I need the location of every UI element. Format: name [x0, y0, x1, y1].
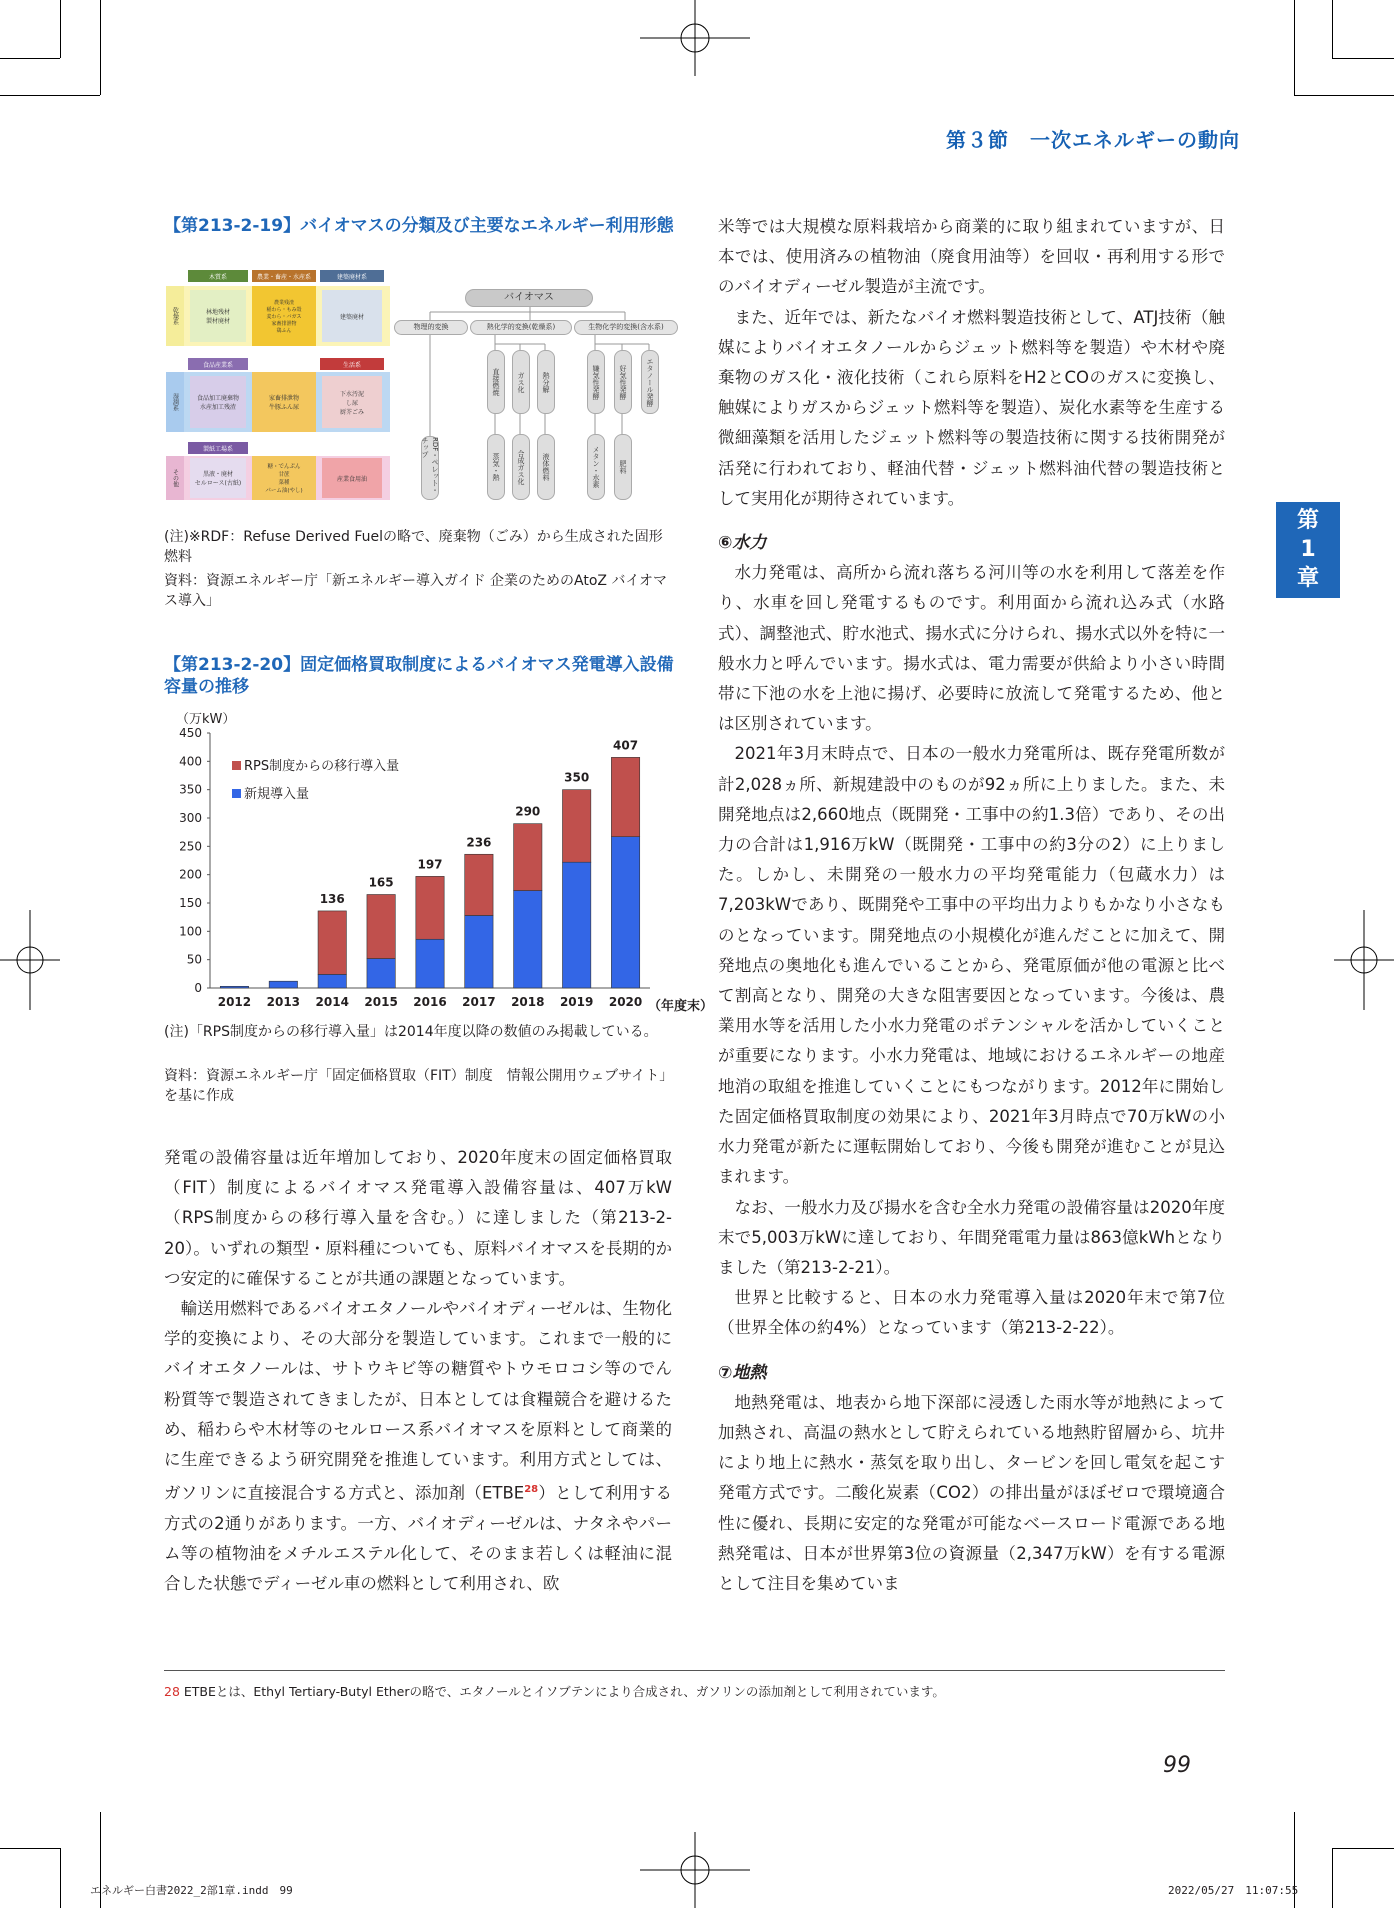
matrix-cell-other-agri: 糖・でんぷん 甘蔗 菜種 パーム油(やし)	[252, 456, 316, 500]
chart-total-label: 165	[368, 875, 394, 890]
crop-mark	[60, 0, 61, 58]
chart-bar-new-2019	[562, 862, 590, 988]
chart-x-tick-label: 2013	[266, 995, 301, 1009]
chart-bar-new-2020	[611, 837, 639, 988]
right-paragraph-4: 2021年3月末時点で、日本の一般水力発電所は、既存発電所数が計2,028ヵ所、新規建設中のものが92ヵ所に上りました。また、未開発地点は2,660地点（既開発・工事中の約1.3倍）であり、その出力の合計は1,916万kW（既開発・工事中の約3分の2）に上りました。しかし、未開発の一般水力の平均発電能力（包蔵水力）は7,203kWであり、既開発や工事中の平均出力よりもかなり小さなものとなっています。開発地点の小規模化が進んだことに加えて、開発地点の奥地化も進んでいることから、発電原価が他の電源と比べて割高となり、開発の大きな阻害要因となっています。今後は、農業用水等を活用した小水力発電のポテンシャルを活かしていくことが重要になります。小水力発電は、地域におけるエネルギーの地産地消の取組を推進していくことにもつながります。2012年に開始した固定価格買取制度の効果により、2021年3月時点で70万kWの小水力発電が新たに運転開始しており、今後も開発が進むことが見込まれます。	[718, 744, 1225, 1187]
left-paragraph-2-text: 輸送用燃料であるバイオエタノールやバイオディーゼルは、生物化学的変換により、その大部分を製造しています。これまで一般的にバイオエタノールは、サトウキビ等の糖質やトウモロコシ等のでん粉質等で製造されてきましたが、日本としては食糧競合を避けるため、稲わらや木材等のセルロース系バイオマスを原料として商業的に生産できるよう研究開発を推進しています。利用方式としては、ガソリンに直接混合する方式と、添加剤（ETBE	[164, 1299, 672, 1503]
chart-x-axis-label: （年度末）	[648, 999, 714, 1014]
chart-y-tick-label: 400	[179, 754, 202, 769]
registration-mark-left	[0, 910, 60, 1010]
chart-x-tick-label: 2020	[608, 995, 643, 1009]
biomass-matrix	[166, 268, 392, 500]
chart-x-tick-label: 2019	[559, 995, 594, 1009]
capacity-chart	[160, 708, 714, 1018]
matrix-col-woody: 木質系	[188, 270, 248, 282]
chart-bar-rps-2016	[416, 876, 444, 939]
crop-mark	[0, 95, 100, 96]
chart-bar-rps-2014	[318, 911, 346, 974]
flow-leaf-pyro: 熱分解	[537, 350, 555, 414]
chart-x-tick-label: 2014	[315, 995, 349, 1009]
flow-leaf-rdf: RDF・ペレット・チップ	[421, 436, 439, 500]
chart-bar-new-2017	[465, 915, 493, 988]
left-column-text	[164, 1143, 672, 1600]
footnote-text: ETBEとは、Ethyl Tertiary-Butyl Etherの略で、エタノールとイソブテンにより合成され、ガソリンの添加剤として利用されています。	[179, 1684, 945, 1699]
page-number: 99	[1163, 1753, 1191, 1778]
footnote-ref-28[interactable]: 28	[524, 1484, 539, 1496]
crop-mark	[0, 58, 60, 59]
chart-bar-new-2018	[514, 891, 542, 988]
figure-19-source: 資料：資源エネルギー庁「新エネルギー導入ガイド 企業のためのAtoZ バイオマス導入」	[164, 573, 668, 609]
flow-root: バイオマス	[465, 289, 593, 307]
crop-mark	[1332, 1848, 1333, 1908]
chart-total-label: 407	[613, 738, 639, 753]
chart-total-label: 350	[564, 770, 590, 785]
chart-legend-swatch	[232, 761, 241, 770]
footnote-number: 28	[164, 1684, 180, 1699]
chart-y-tick-label: 150	[179, 896, 202, 910]
chart-bar-rps-2020	[611, 757, 639, 836]
matrix-cell-wet-agri: 家畜排泄物 牛豚ふん尿	[252, 372, 316, 432]
crop-mark	[1332, 0, 1333, 58]
figure-20-note: (注)「RPS制度からの移行導入量」は2014年度以降の数値のみ掲載している。	[164, 1024, 658, 1040]
matrix-cell-wet-living: 下水汚泥 し尿 厨芥ごみ	[322, 376, 382, 428]
right-column-text	[718, 212, 1225, 1599]
chart-y-tick-label: 450	[179, 726, 202, 740]
flow-branch-bio: 生物化学的変換(含水系)	[574, 320, 678, 335]
chart-bar-rps-2019	[562, 790, 590, 863]
chart-y-tick-label: 200	[179, 867, 202, 882]
chapter-tab: 第 1 章	[1276, 502, 1340, 598]
chart-bar-rps-2018	[514, 824, 542, 891]
hydro-heading: ⑥水力	[718, 533, 767, 554]
chart-bar-new-2014	[318, 974, 346, 988]
chart-x-tick-label: 2017	[462, 995, 496, 1009]
flow-leaf-ferment: 嫌気性発酵	[587, 350, 605, 414]
chart-total-label: 197	[417, 857, 443, 872]
matrix-cell-dry-building: 建築廃材	[322, 290, 382, 342]
matrix-cell-wet-food: 食品加工廃棄物 水産加工残渣	[190, 376, 246, 428]
flow-leaf-ethanol: エタノール発酵	[641, 350, 659, 414]
matrix-col-agri: 農業・畜産・水産系	[252, 270, 316, 282]
crop-mark	[1332, 58, 1394, 59]
chart-x-tick-label: 2015	[364, 995, 398, 1009]
right-paragraph-5: なお、一般水力及び揚水を含む全水力発電の設備容量は2020年度末で5,003万kWに達しており、年間発電電力量は863億kWhとなりました（第213-2-21）。	[718, 1197, 1225, 1277]
chart-y-tick-label: 300	[179, 811, 202, 825]
section-header: 第３節 一次エネルギーの動向	[946, 128, 1240, 152]
left-paragraph-2	[164, 1294, 672, 1600]
chart-legend-label: RPS制度からの移行導入量	[244, 759, 400, 774]
flow-out-syngas: 合成ガス化	[512, 434, 530, 500]
left-paragraph-1: 発電の設備容量は近年増加しており、2020年度末の固定価格買取（FIT）制度によるバイオマス発電導入設備容量は、407万kW（RPS制度からの移行導入量を含む。）に達しました（第213-2-20）。いずれの類型・原料種についても、原料バイオマスを長期的かつ安定的に確保することが共通の課題となっています。	[164, 1148, 672, 1288]
chart-y-tick-label: 100	[179, 924, 202, 939]
flow-leaf-gasify: ガス化	[512, 350, 530, 414]
crop-mark	[1332, 1848, 1394, 1849]
slug-file: エネルギー白書2022_2部1章.indd 99	[90, 1884, 293, 1897]
right-paragraph-7: 地熱発電は、地表から地下深部に浸透した雨水等が地熱によって加熱され、高温の熱水として貯えられている地熱貯留層から、坑井により地上に熱水・蒸気を取り出し、タービンを回し電気を起こす発電方式です。二酸化炭素（CO2）の排出量がほぼゼロで環境適合性に優れ、長期に安定的な発電が可能なベースロード電源である地熱発電は、日本が世界第3位の資源量（2,347万kW）を有する電源として注目を集めていま	[718, 1392, 1225, 1593]
chart-total-label: 236	[466, 835, 492, 850]
matrix-col-building: 建築廃材系	[320, 270, 384, 282]
chart-x-tick-label: 2012	[217, 995, 252, 1009]
left-paragraph-2-cont: ）として利用する方式の2通りがあります。一方、バイオディーゼルは、ナタネやパーム等の植物油をメチルエステル化して、そのまま若しくは軽油に混合した状態でディーゼル車の燃料として利用され、欧	[164, 1483, 672, 1594]
chart-y-tick-label: 0	[194, 981, 202, 995]
matrix-col-paper: 製紙工場系	[188, 442, 248, 454]
flow-out-methane: メタン・水素	[587, 434, 605, 500]
chart-legend-label: 新規導入量	[244, 787, 310, 802]
chart-bar-new-2016	[416, 939, 444, 988]
right-paragraph-6: 世界と比較すると、日本の水力発電導入量は2020年末で第7位（世界全体の約4%）となっています（第213-2-22）。	[718, 1288, 1225, 1338]
crop-mark	[100, 0, 101, 95]
flow-branch-thermo: 熱化学的変換(乾燥系)	[470, 320, 572, 335]
crop-mark	[0, 1848, 60, 1849]
figure-19-title: 【第213-2-19】バイオマスの分類及び主要なエネルギー利用形態	[164, 216, 674, 236]
chart-total-label: 290	[515, 804, 541, 819]
flow-out-steam: 蒸気・熱	[487, 434, 505, 500]
chart-legend-swatch	[232, 789, 241, 798]
flow-branch-physical: 物理的変換	[394, 320, 468, 335]
crop-mark	[1294, 0, 1295, 95]
chart-total-label: 136	[319, 891, 345, 906]
flow-out-liquid: 液体燃料	[537, 434, 555, 500]
flow-out-fert: 肥料	[614, 434, 632, 500]
footnote	[164, 1682, 1224, 1700]
flow-leaf-ferment2: 好気性発酵	[614, 350, 632, 414]
registration-mark-top	[640, 0, 750, 76]
chart-bar-rps-2015	[367, 895, 395, 959]
slug-date: 2022/05/27 11:07:55	[1168, 1884, 1299, 1897]
chart-y-tick-label: 250	[179, 839, 202, 854]
flow-leaf-direct: 直接燃焼	[487, 350, 505, 414]
chart-y-tick-label: 350	[179, 782, 202, 797]
chart-bar-new-2015	[367, 959, 395, 988]
matrix-col-living: 生活系	[320, 358, 384, 370]
chart-y-axis-label: （万kW）	[176, 712, 236, 727]
footnote-rule	[164, 1670, 1225, 1671]
chart-x-tick-label: 2018	[511, 995, 545, 1009]
chart-x-tick-label: 2016	[413, 995, 447, 1009]
chart-bar-rps-2017	[465, 854, 493, 915]
matrix-cell-other-paper: 黒液・廃材 セルロース(古紙)	[190, 458, 246, 498]
matrix-cell-other-living: 産業食用油	[322, 458, 382, 498]
matrix-col-food: 食品産業系	[188, 358, 248, 370]
registration-mark-right	[1334, 910, 1394, 1010]
crop-mark	[60, 1848, 61, 1908]
chart-bar-new-2013	[269, 981, 297, 988]
matrix-row-wet: 湿潤系	[166, 372, 184, 432]
right-paragraph-3: 水力発電は、高所から流れ落ちる河川等の水を利用して落差を作り、水車を回し発電するものです。利用面から流れ込み式（水路式）、調整池式、貯水池式、揚水式に分けられ、揚水式以外を特に一般水力と呼んでいます。揚水式は、電力需要が供給より小さい時間帯に下池の水を上池に揚げ、必要時に放流して発電するため、他とは区別されています。	[718, 563, 1225, 734]
right-paragraph-1: 米等では大規模な原料栽培から商業的に取り組まれていますが、日本では、使用済みの植物油（廃食用油等）を回収・再利用する形でのバイオディーゼル製造が主流です。	[718, 217, 1225, 297]
figure-20-source: 資料：資源エネルギー庁「固定価格買取（FIT）制度 情報公開用ウェブサイト」を基に作成	[164, 1068, 667, 1104]
registration-mark-bottom	[640, 1832, 750, 1908]
chart-y-tick-label: 50	[186, 952, 202, 967]
figure-20-title: 【第213-2-20】固定価格買取制度によるバイオマス発電導入設備容量の推移	[164, 655, 674, 697]
figure-19-note: (注)※RDF：Refuse Derived Fuelの略で、廃棄物（ごみ）から生成された固形燃料	[164, 529, 663, 565]
geothermal-heading: ⑦地熱	[718, 1362, 767, 1383]
right-paragraph-2: また、近年では、新たなバイオ燃料製造技術として、ATJ技術（触媒によりバイオエタノールからジェット燃料等を製造）や木材や廃棄物のガス化・液化技術（これら原料をH2とCOのガスに変換し、触媒によりガスからジェット燃料等を製造）、炭化水素等を生産する微細藻類を活用したジェット燃料等の製造技術に関する技術開発が活発に行われており、軽油代替・ジェット燃料油代替の製造技術として実用化が期待されています。	[718, 307, 1225, 508]
chart-bar-new-2012	[220, 986, 248, 988]
crop-mark	[1294, 95, 1394, 96]
matrix-row-dry: 乾燥系	[166, 286, 184, 346]
matrix-row-other: その他	[166, 456, 184, 500]
matrix-cell-dry-woody: 林地残材 製材廃材	[190, 290, 246, 342]
matrix-cell-dry-agri: 農業残渣 稲わら・もみ殻 麦わら・バガス 家畜排泄物 鶏ふん	[252, 286, 316, 346]
